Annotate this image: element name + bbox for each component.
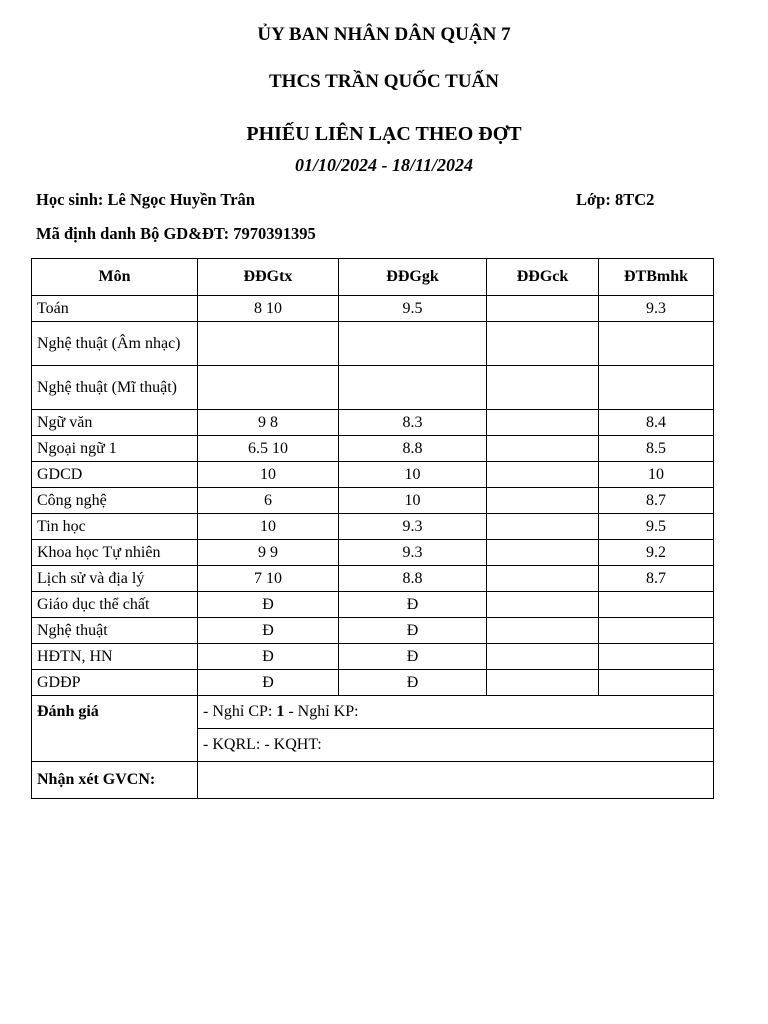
absence-cell — [198, 696, 714, 729]
tx-cell: 8 10 — [198, 296, 339, 322]
gk-cell: 10 — [339, 462, 487, 488]
gk-cell: Đ — [339, 592, 487, 618]
tx-cell: 10 — [198, 514, 339, 540]
table-row — [32, 540, 714, 566]
table-row — [32, 618, 714, 644]
tb-cell: 10 — [599, 462, 714, 488]
ck-cell — [487, 436, 599, 462]
gk-cell: Đ — [339, 618, 487, 644]
tx-cell: Đ — [198, 618, 339, 644]
table-row — [32, 436, 714, 462]
subject-cell: Lịch sử và địa lý — [32, 566, 198, 592]
ck-cell — [487, 366, 599, 410]
subject-cell: Toán — [32, 296, 198, 322]
grades-table — [31, 258, 714, 799]
tx-cell: 9 9 — [198, 540, 339, 566]
subject-cell: Giáo dục thể chất — [32, 592, 198, 618]
table-row — [32, 462, 714, 488]
school-name: THCS TRẦN QUỐC TUẤN — [269, 71, 499, 92]
student-name: Học sinh: Lê Ngọc Huyền Trân — [36, 190, 255, 209]
ck-cell — [487, 592, 599, 618]
subject-cell: HĐTN, HN — [32, 644, 198, 670]
tb-cell — [599, 618, 714, 644]
table-row — [32, 366, 714, 410]
student-class: Lớp: 8TC2 — [576, 190, 655, 209]
col-header-gk: ĐĐGgk — [339, 259, 487, 296]
gk-cell: 9.3 — [339, 540, 487, 566]
table-row — [32, 592, 714, 618]
gk-cell: 8.8 — [339, 436, 487, 462]
tb-cell: 8.5 — [599, 436, 714, 462]
gk-cell: 9.5 — [339, 296, 487, 322]
report-period: 01/10/2024 - 18/11/2024 — [294, 155, 473, 175]
evaluation-row — [32, 696, 714, 729]
table-row — [32, 514, 714, 540]
ck-cell — [487, 296, 599, 322]
subject-cell: Ngữ văn — [32, 410, 198, 436]
tx-cell: 7 10 — [198, 566, 339, 592]
gk-cell: Đ — [339, 670, 487, 696]
teacher-comment-label: Nhận xét GVCN: — [32, 762, 198, 799]
absence-suffix: - Nghỉ KP: — [284, 703, 359, 720]
teacher-comment-value — [198, 762, 714, 799]
tb-cell — [599, 322, 714, 366]
subject-cell: Nghệ thuật — [32, 618, 198, 644]
subject-cell: Công nghệ — [32, 488, 198, 514]
gk-cell: 10 — [339, 488, 487, 514]
tx-cell: Đ — [198, 670, 339, 696]
gk-cell — [339, 366, 487, 410]
tx-cell — [198, 322, 339, 366]
tx-cell: Đ — [198, 644, 339, 670]
subject-cell: Nghệ thuật (Âm nhạc) — [32, 322, 198, 366]
tx-cell: 10 — [198, 462, 339, 488]
ck-cell — [487, 644, 599, 670]
subject-cell: Nghệ thuật (Mĩ thuật) — [32, 366, 198, 410]
subject-cell: GDĐP — [32, 670, 198, 696]
report-title: PHIẾU LIÊN LẠC THEO ĐỢT — [246, 123, 522, 145]
table-row — [32, 410, 714, 436]
tx-cell — [198, 366, 339, 410]
ck-cell — [487, 670, 599, 696]
col-header-subject: Môn — [32, 259, 198, 296]
subject-cell: GDCD — [32, 462, 198, 488]
table-row — [32, 322, 714, 366]
ck-cell — [487, 322, 599, 366]
ck-cell — [487, 618, 599, 644]
tb-cell: 9.5 — [599, 514, 714, 540]
tb-cell: 8.7 — [599, 566, 714, 592]
tx-cell: 6 — [198, 488, 339, 514]
tb-cell: 9.2 — [599, 540, 714, 566]
ck-cell — [487, 488, 599, 514]
tb-cell: 8.4 — [599, 410, 714, 436]
results-cell: - KQRL: - KQHT: — [198, 729, 714, 762]
absence-prefix: - Nghỉ CP: — [203, 703, 277, 720]
tb-cell — [599, 644, 714, 670]
teacher-comment-row — [32, 762, 714, 799]
tb-cell: 8.7 — [599, 488, 714, 514]
office-title: ỦY BAN NHÂN DÂN QUẬN 7 — [257, 24, 511, 45]
table-row — [32, 670, 714, 696]
ck-cell — [487, 514, 599, 540]
ck-cell — [487, 410, 599, 436]
gk-cell: 9.3 — [339, 514, 487, 540]
col-header-ck: ĐĐGck — [487, 259, 599, 296]
tb-cell — [599, 366, 714, 410]
table-row — [32, 566, 714, 592]
table-row — [32, 296, 714, 322]
ck-cell — [487, 462, 599, 488]
subject-cell: Tin học — [32, 514, 198, 540]
table-header-row — [32, 259, 714, 296]
ck-cell — [487, 566, 599, 592]
col-header-tb: ĐTBmhk — [599, 259, 714, 296]
table-row — [32, 488, 714, 514]
subject-cell: Ngoại ngữ 1 — [32, 436, 198, 462]
tb-cell — [599, 592, 714, 618]
ck-cell — [487, 540, 599, 566]
tb-cell — [599, 670, 714, 696]
col-header-tx: ĐĐGtx — [198, 259, 339, 296]
tx-cell: 9 8 — [198, 410, 339, 436]
tx-cell: 6.5 10 — [198, 436, 339, 462]
gk-cell: 8.3 — [339, 410, 487, 436]
subject-cell: Khoa học Tự nhiên — [32, 540, 198, 566]
absence-cp-value: 1 — [276, 703, 285, 720]
student-id: Mã định danh Bộ GD&ĐT: 7970391395 — [36, 224, 316, 243]
evaluation-label: Đánh giá — [32, 696, 198, 762]
gk-cell: Đ — [339, 644, 487, 670]
gk-cell: 8.8 — [339, 566, 487, 592]
table-row — [32, 644, 714, 670]
tb-cell: 9.3 — [599, 296, 714, 322]
tx-cell: Đ — [198, 592, 339, 618]
gk-cell — [339, 322, 487, 366]
